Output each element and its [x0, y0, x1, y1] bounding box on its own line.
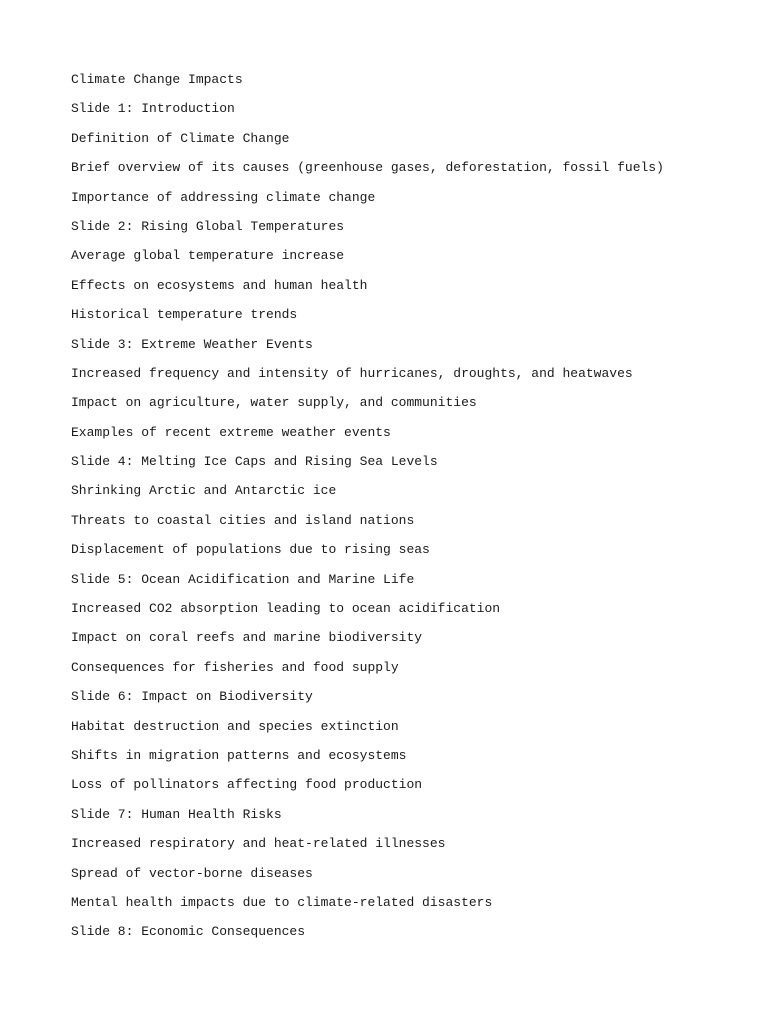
document-title: Climate Change Impacts	[71, 72, 243, 87]
slide-heading: Slide 4: Melting Ice Caps and Rising Sea Levels	[71, 454, 438, 470]
text-line: Effects on ecosystems and human health	[71, 277, 368, 293]
text-line: Historical temperature trends	[71, 307, 298, 323]
text-line: Impact on agriculture, water supply, and communities	[71, 395, 477, 411]
slide-heading: Slide 6: Impact on Biodiversity	[71, 689, 313, 705]
text-line: Increased respiratory and heat-related illnesses	[71, 836, 446, 852]
document-text-lines	[71, 70, 664, 952]
text-line: Loss of pollinators affecting food production	[71, 777, 423, 793]
slide-heading: Slide 2: Rising Global Temperatures	[71, 218, 345, 234]
text-line: Consequences for fisheries and food supply	[71, 659, 399, 675]
text-line: Importance of addressing climate change	[71, 189, 376, 205]
slide-heading: Slide 8: Economic Consequences	[71, 924, 306, 940]
slide-heading: Slide 1: Introduction	[71, 101, 235, 117]
slide-heading: Slide 5: Ocean Acidification and Marine Life	[71, 571, 415, 587]
text-line: Average global temperature increase	[71, 248, 345, 264]
text-line: Displacement of populations due to rising seas	[71, 542, 430, 558]
slide-heading: Slide 3: Extreme Weather Events	[71, 336, 313, 352]
text-line: Brief overview of its causes (greenhouse gases, deforestation, fossil fuels)	[71, 160, 664, 176]
text-line: Shrinking Arctic and Antarctic ice	[71, 483, 337, 499]
text-line: Shifts in migration patterns and ecosystems	[71, 747, 407, 763]
text-line: Impact on coral reefs and marine biodiversity	[71, 630, 423, 646]
text-line: Definition of Climate Change	[71, 130, 290, 146]
text-line: Examples of recent extreme weather events	[71, 424, 391, 440]
text-line: Increased frequency and intensity of hurricanes, droughts, and heatwaves	[71, 365, 633, 381]
text-line: Spread of vector-borne diseases	[71, 865, 313, 881]
text-line: Habitat destruction and species extinction	[71, 718, 399, 734]
text-line: Threats to coastal cities and island nations	[71, 512, 415, 528]
text-line: Increased CO2 absorption leading to ocean acidification	[71, 601, 501, 617]
text-line: Mental health impacts due to climate-related disasters	[71, 894, 493, 910]
slide-heading: Slide 7: Human Health Risks	[71, 806, 282, 822]
